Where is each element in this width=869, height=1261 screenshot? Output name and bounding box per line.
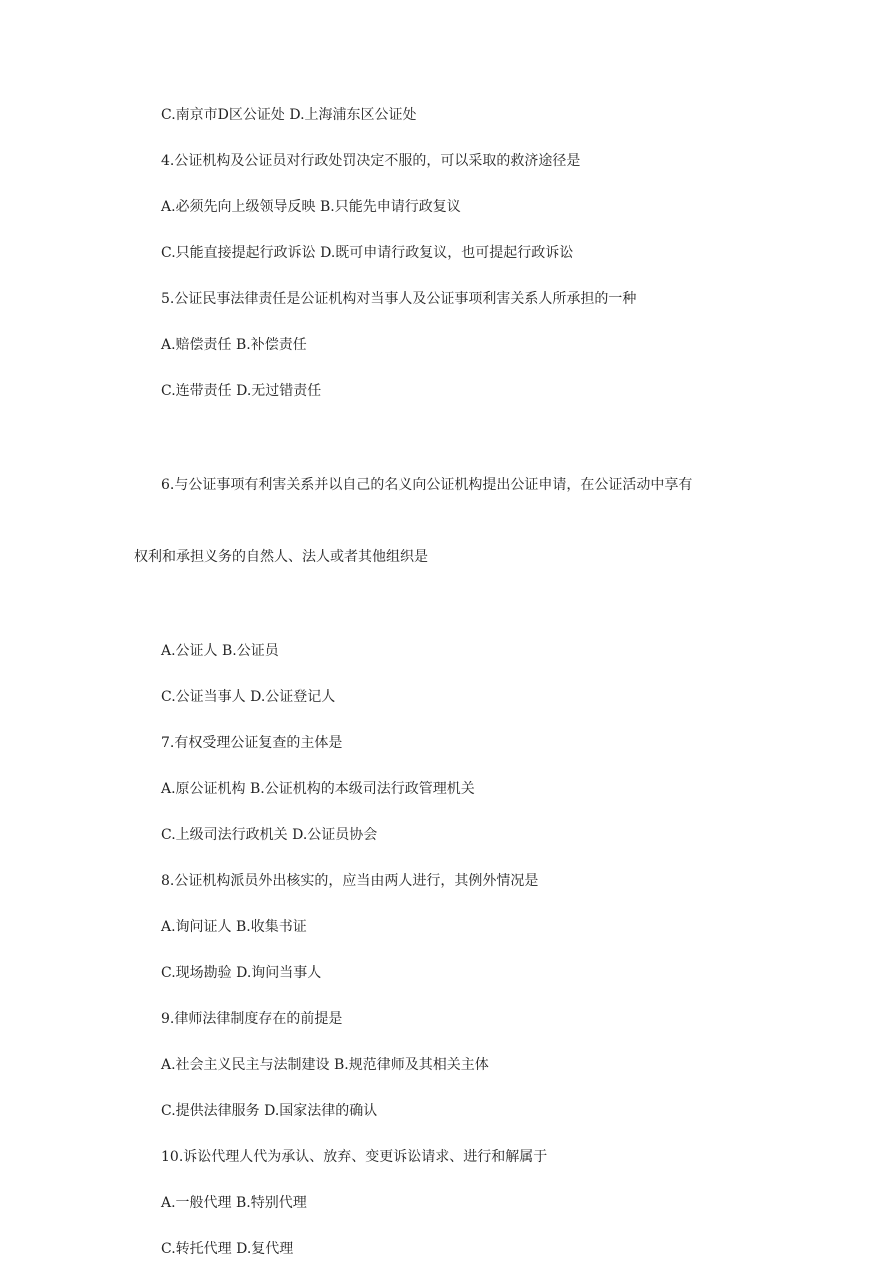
option-line-q8-ab: A.询问证人 B.收集书证 — [161, 919, 307, 935]
question-7: 7.有权受理公证复查的主体是 — [161, 735, 343, 751]
question-6-line-2: 权利和承担义务的自然人、法人或者其他组织是 — [134, 549, 428, 565]
option-line-q7-cd: C.上级司法行政机关 D.公证员协会 — [161, 827, 378, 843]
question-6 — [134, 425, 744, 617]
question-10: 10.诉讼代理人代为承认、放弃、变更诉讼请求、进行和解属于 — [161, 1149, 548, 1165]
option-line-q4-ab: A.必须先向上级领导反映 B.只能先申请行政复议 — [161, 199, 461, 215]
option-line-q5-cd: C.连带责任 D.无过错责任 — [161, 383, 322, 399]
question-6-line-1: 6.与公证事项有利害关系并以自己的名义向公证机构提出公证申请，在公证活动中享有 — [161, 477, 693, 493]
question-8: 8.公证机构派员外出核实的，应当由两人进行，其例外情况是 — [161, 873, 539, 889]
question-9: 9.律师法律制度存在的前提是 — [161, 1011, 343, 1027]
option-line-q4-cd: C.只能直接提起行政诉讼 D.既可申请行政复议，也可提起行政诉讼 — [161, 245, 574, 261]
option-line-q10-ab: A.一般代理 B.特别代理 — [161, 1195, 307, 1211]
option-line-q9-cd: C.提供法律服务 D.国家法律的确认 — [161, 1103, 378, 1119]
document-body — [134, 103, 744, 1261]
option-line-q6-ab: A.公证人 B.公证员 — [161, 643, 279, 659]
option-line-q10-cd: C.转托代理 D.复代理 — [161, 1241, 294, 1257]
option-line-q3-cd: C.南京市D区公证处 D.上海浦东区公证处 — [161, 107, 417, 123]
question-5: 5.公证民事法律责任是公证机构对当事人及公证事项利害关系人所承担的一种 — [161, 291, 637, 307]
option-line-q7-ab: A.原公证机构 B.公证机构的本级司法行政管理机关 — [161, 781, 475, 797]
option-line-q8-cd: C.现场勘验 D.询问当事人 — [161, 965, 322, 981]
option-line-q5-ab: A.赔偿责任 B.补偿责任 — [161, 337, 307, 353]
option-line-q9-ab: A.社会主义民主与法制建设 B.规范律师及其相关主体 — [161, 1057, 489, 1073]
option-line-q6-cd: C.公证当事人 D.公证登记人 — [161, 689, 336, 705]
question-4: 4.公证机构及公证员对行政处罚决定不服的，可以采取的救济途径是 — [161, 153, 581, 169]
